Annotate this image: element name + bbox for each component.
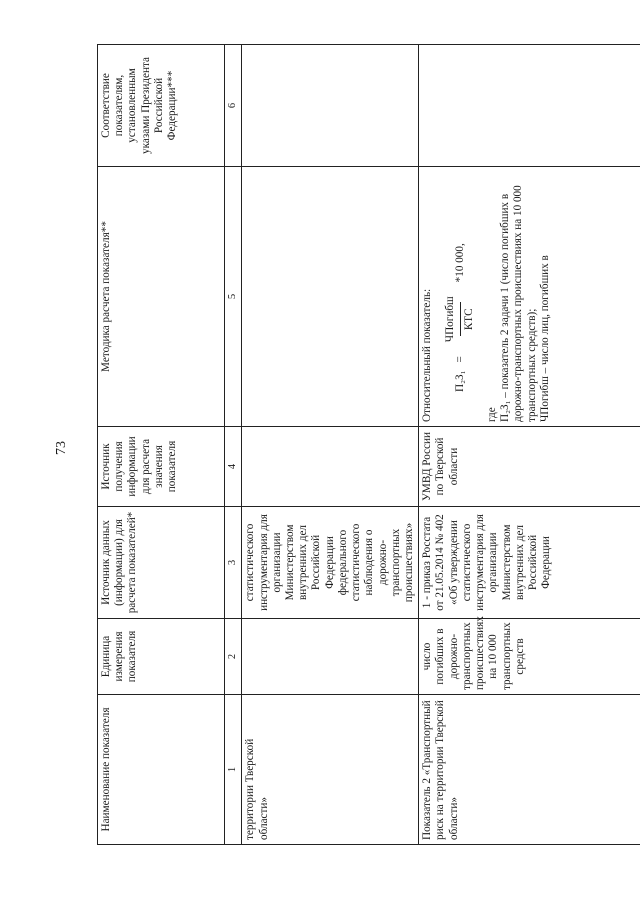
indicator-compliance xyxy=(242,45,419,167)
method-definition: ЧПогибш – число лиц, погибших в xyxy=(538,255,551,422)
header-cell-info-source: Источник получения информации для расчета значения показателя xyxy=(98,427,225,507)
method-intro: Относительный показатель: xyxy=(421,288,434,422)
column-number: 3 xyxy=(225,507,242,619)
indicator-method xyxy=(242,167,419,427)
indicator-name: территории Тверской области» xyxy=(242,695,419,845)
indicator-table xyxy=(97,44,640,845)
table-row xyxy=(242,45,419,845)
indicator-data-source: статистического инструментария для организации Министерством внутренних дел Российской Федерации федерального статистического наблюдения о дорожно-транспортных происшествиях» xyxy=(242,507,419,619)
formula-denominator: КТС xyxy=(460,302,476,336)
page-number: 73 xyxy=(54,441,69,455)
header-cell-compliance: Соответствие показателям, установленным указами Президента Российской Федерации*** xyxy=(98,45,225,167)
rotated-table xyxy=(97,45,612,845)
indicator-method xyxy=(419,167,640,427)
table-header-row xyxy=(98,45,225,845)
header-cell-method: Методика расчета показателя** xyxy=(98,167,225,427)
column-number-row xyxy=(225,45,242,845)
indicator-data-source: 1 - приказ Росстата от 21.05.2014 № 402 «Об утверждении статистического инструментария для организации Министерством внутренних дел Российской Федерации xyxy=(419,507,640,619)
column-number: 2 xyxy=(225,619,242,695)
formula-fraction xyxy=(444,290,475,348)
formula-equals: = xyxy=(453,356,466,363)
indicator-compliance xyxy=(419,45,640,167)
header-cell-data-source: Источник данных (информации) для расчета показателей* xyxy=(98,507,225,619)
method-formula xyxy=(444,171,475,392)
header-cell-name: Наименование показателя xyxy=(98,695,225,845)
indicator-name: Показатель 2 «Транспортный риск на территории Тверской области» xyxy=(419,695,640,845)
column-number: 1 xyxy=(225,695,242,845)
rotated-table-container xyxy=(97,45,612,845)
header-cell-unit: Единица измерения показателя xyxy=(98,619,225,695)
indicator-unit xyxy=(242,619,419,695)
column-number: 6 xyxy=(225,45,242,167)
column-number: 5 xyxy=(225,167,242,427)
indicator-unit: число погибших в дорожно-транспортных происшествиях на 10 000 транспортных средств xyxy=(419,619,640,695)
formula-multiplier: *10 000, xyxy=(453,243,466,283)
formula-numerator: ЧПогибш xyxy=(444,296,457,343)
indicator-info-source xyxy=(242,427,419,507)
method-definition: П₂З₁ – показатель 2 задачи 1 (число погибших в дорожно-транспортных происшествиях на 10 000 транспортных средств); xyxy=(499,185,538,422)
method-where: где xyxy=(485,407,498,422)
indicator-info-source: УМВД России по Тверской области xyxy=(419,427,640,507)
table-row xyxy=(419,45,640,845)
column-number: 4 xyxy=(225,427,242,507)
formula-lhs: П₂З₁ xyxy=(453,370,466,392)
